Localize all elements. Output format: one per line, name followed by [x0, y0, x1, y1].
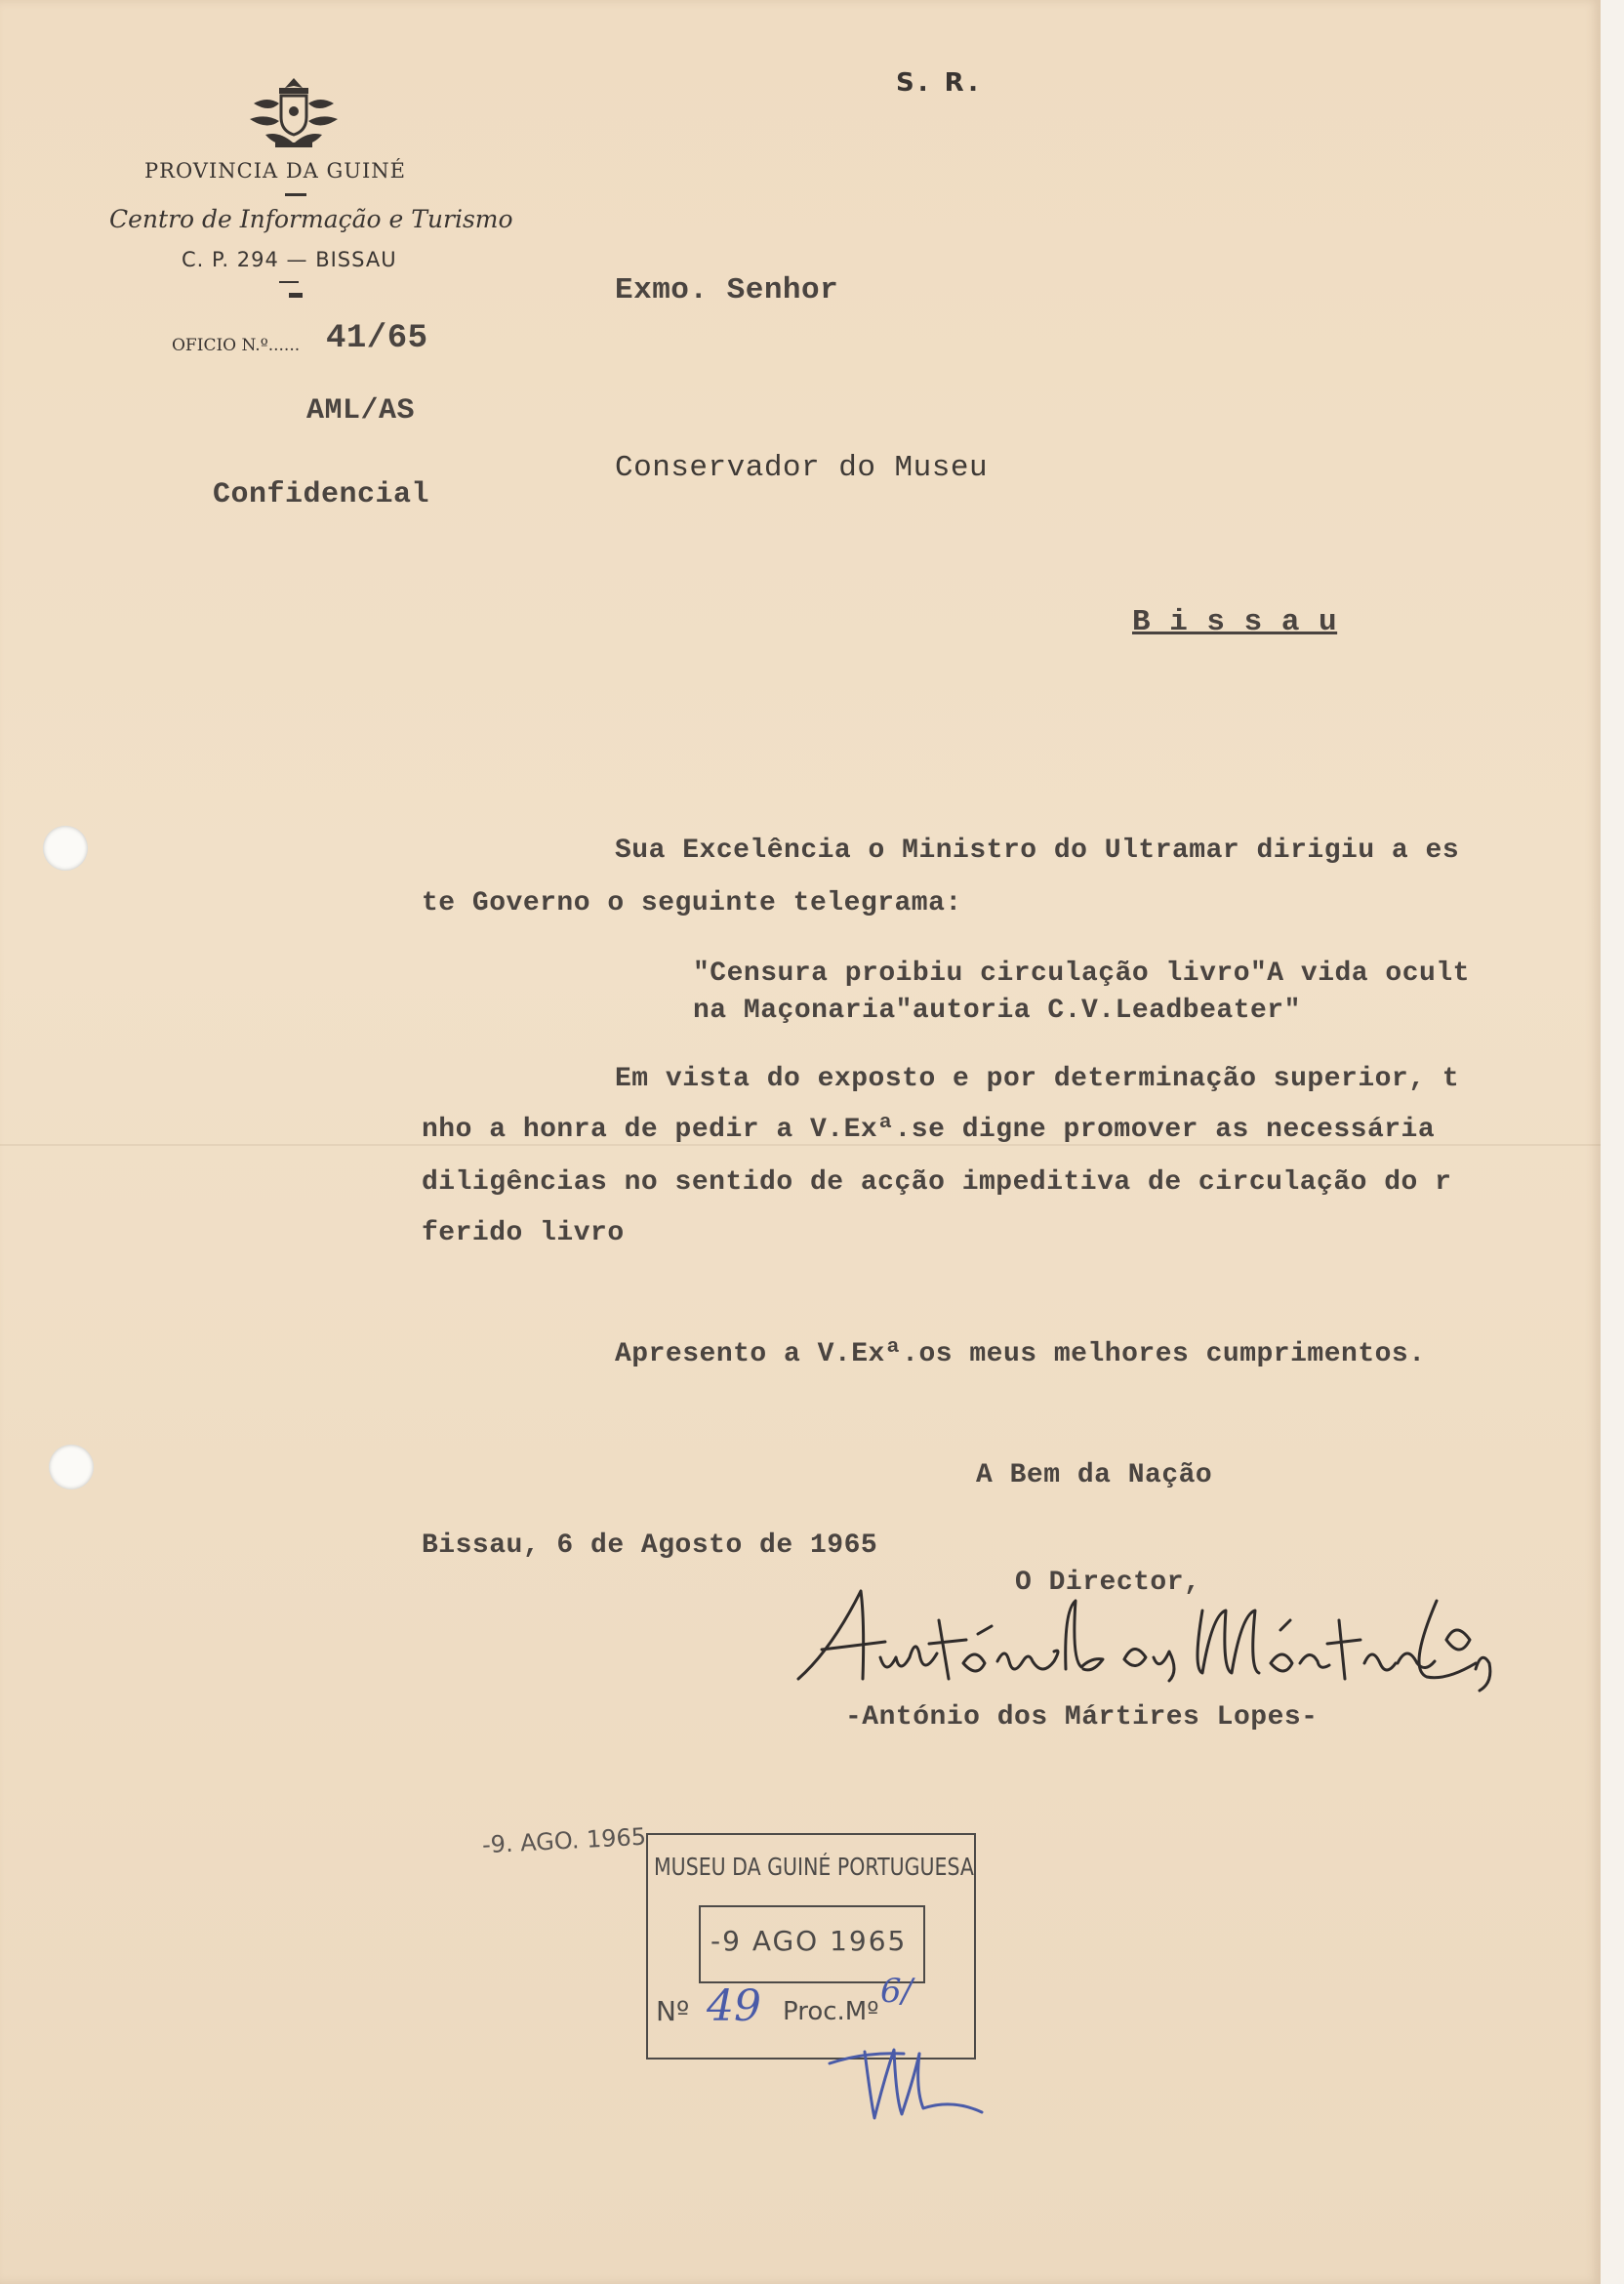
reference-code: AML/AS [306, 394, 416, 428]
recipient-city: B i s s a u [1132, 605, 1338, 639]
body-paragraph-2-line-1: Em vista do exposto e por determinação superior, t [615, 1064, 1460, 1094]
motto: A Bem da Nação [976, 1460, 1213, 1490]
closing-sentence: Apresento a V.Exª.os meus melhores cumprimentos. [615, 1339, 1426, 1369]
museum-stamp-name: MUSEU DA GUINÉ PORTUGUESA [654, 1853, 974, 1881]
confidential-mark: Confidencial [213, 478, 430, 511]
province-name: PROVINCIA DA GUINÉ [144, 159, 406, 183]
date-line: Bissau, 6 de Agosto de 1965 [422, 1530, 878, 1561]
classification-mark: S. R. [896, 68, 983, 98]
museum-stamp-number-value: 49 [707, 1981, 761, 2031]
museum-stamp [646, 1833, 976, 2060]
signatory-printed-name: -António dos Mártires Lopes- [845, 1702, 1319, 1733]
oficio-label: OFICIO N.º...... [172, 336, 301, 355]
museum-stamp-number-label: Nº [656, 1995, 690, 2027]
centre-name: Centro de Informação e Turismo [109, 205, 513, 233]
body-paragraph-2-line-3: diligências no sentido de acção impeditiva de circulação do r [422, 1167, 1452, 1198]
letterhead-divider [285, 193, 306, 196]
letterhead-divider-2 [279, 281, 299, 283]
museum-stamp-proc-label: Proc.Mº [783, 1997, 879, 2026]
recipient-title: Conservador do Museu [615, 451, 989, 485]
museum-stamp-date: -9 AGO 1965 [710, 1925, 908, 1957]
handwritten-initials [826, 2040, 992, 2128]
body-paragraph-2-line-2: nho a honra de pedir a V.Exª.se digne promover as necessária [422, 1115, 1436, 1145]
body-paragraph-1-line-2: te Governo o seguinte telegrama: [422, 888, 962, 918]
telegram-quote-line-2: na Maçonaria"autoria C.V.Leadbeater" [693, 996, 1301, 1026]
punch-hole-top [43, 826, 88, 871]
museum-stamp-proc-value: 6/ [880, 1972, 914, 2011]
body-paragraph-2-line-4: ferido livro [422, 1218, 625, 1248]
postal-address: C. P. 294 — BISSAU [182, 248, 397, 271]
body-paragraph-1-line-1: Sua Excelência o Ministro do Ultramar dirigiu a es [615, 836, 1460, 866]
telegram-quote-line-1: "Censura proibiu circulação livro"A vida ocult [693, 958, 1470, 989]
received-date-stamp: -9. AGO. 1965 [481, 1822, 647, 1859]
signatory-role: O Director, [1015, 1568, 1201, 1598]
salutation: Exmo. Senhor [615, 273, 839, 307]
page-edge-background [1601, 0, 1624, 2284]
handwritten-signature [792, 1581, 1505, 1698]
coat-of-arms-emblem [246, 74, 342, 150]
letterhead-divider-3 [289, 293, 303, 298]
punch-hole-bottom [49, 1445, 94, 1489]
oficio-number: 41/65 [326, 320, 428, 357]
